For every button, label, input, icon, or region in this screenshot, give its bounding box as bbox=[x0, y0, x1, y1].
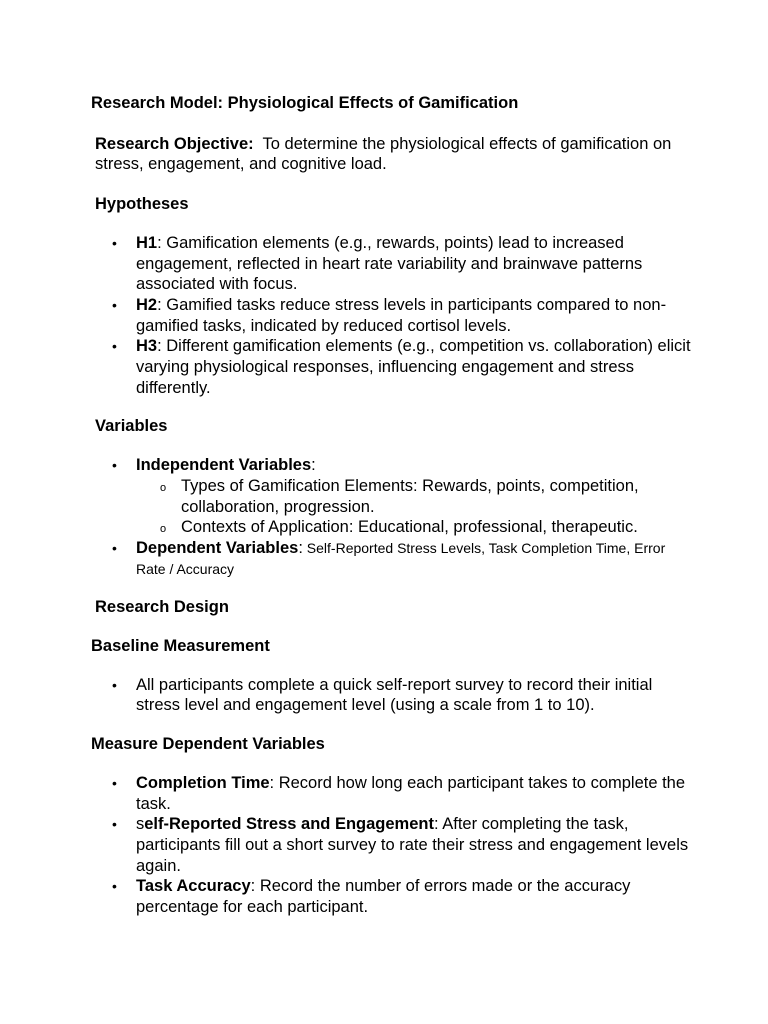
measure-item bbox=[91, 876, 691, 917]
dependent-variables-label: Dependent Variables bbox=[136, 538, 299, 557]
independent-variable-subitem bbox=[136, 517, 691, 538]
sub-bullet-icon: o bbox=[160, 523, 167, 536]
measure-text: : Record how long each participant takes to complete the task. bbox=[136, 773, 686, 813]
bullet-icon: • bbox=[112, 676, 117, 693]
hypothesis-item bbox=[91, 336, 691, 398]
dependent-variables-suffix: : bbox=[298, 538, 303, 557]
measure-list bbox=[91, 773, 691, 918]
independent-variables-suffix: : bbox=[311, 456, 316, 475]
bullet-icon: • bbox=[112, 774, 117, 791]
hypothesis-label: H3 bbox=[136, 337, 158, 356]
independent-variables-label: Independent Variables bbox=[136, 456, 312, 475]
hypothesis-item bbox=[91, 295, 691, 336]
measure-text: : Record the number of errors made or the accuracy percentage for each participant. bbox=[136, 877, 631, 917]
bullet-icon: • bbox=[112, 878, 117, 895]
hypotheses-list bbox=[91, 233, 691, 399]
document-page bbox=[91, 93, 691, 936]
dependent-variables-text: Self-Reported Stress Levels, Task Completion Time, Error Rate / Accuracy bbox=[136, 539, 666, 577]
document-title: Research Model: Physiological Effects of Gamification bbox=[91, 94, 519, 112]
measure-prefix: s bbox=[136, 815, 145, 834]
bullet-icon: • bbox=[112, 296, 117, 313]
measure-label: Task Accuracy bbox=[136, 877, 251, 896]
baseline-list bbox=[91, 675, 691, 716]
independent-variables-sublist bbox=[136, 476, 691, 538]
independent-variables-item bbox=[91, 455, 691, 538]
hypothesis-text: : Gamified tasks reduce stress levels in participants compared to non-gamified tasks, indicated by reduced cortisol levels. bbox=[136, 295, 667, 335]
baseline-text: All participants complete a quick self-report survey to record their initial stress level and engagement level (using a scale from 1 to 10). bbox=[136, 675, 653, 715]
baseline-heading: Baseline Measurement bbox=[91, 637, 270, 656]
subitem-text: Types of Gamification Elements: Rewards, points, competition, collaboration, progression. bbox=[181, 476, 639, 516]
variables-heading: Variables bbox=[95, 417, 168, 436]
baseline-item bbox=[91, 675, 691, 716]
variables-list bbox=[91, 455, 691, 579]
research-objective bbox=[91, 134, 691, 175]
bullet-icon: • bbox=[112, 457, 117, 474]
hypotheses-heading: Hypotheses bbox=[95, 195, 189, 214]
bullet-icon: • bbox=[112, 539, 117, 556]
hypothesis-item bbox=[91, 233, 691, 295]
measure-item bbox=[91, 773, 691, 814]
bullet-icon: • bbox=[112, 816, 117, 833]
sub-bullet-icon: o bbox=[160, 481, 167, 494]
independent-variable-subitem bbox=[136, 476, 691, 517]
research-design-heading: Research Design bbox=[95, 598, 229, 617]
hypothesis-label: H2 bbox=[136, 295, 158, 314]
bullet-icon: • bbox=[112, 338, 117, 355]
research-objective-text: To determine the physiological effects of gamification on stress, engagement, and cognitive load. bbox=[95, 134, 672, 174]
measure-text: : After completing the task, participants fill out a short survey to rate their stress and engagement levels again. bbox=[136, 815, 689, 875]
measure-heading: Measure Dependent Variables bbox=[91, 735, 325, 754]
dependent-variables-item bbox=[91, 538, 691, 579]
hypothesis-text: : Different gamification elements (e.g., competition vs. collaboration) elicit varying physiological responses, influencing engagement and stress differently. bbox=[136, 337, 691, 397]
research-objective-label: Research Objective: bbox=[95, 134, 254, 153]
measure-label: Completion Time bbox=[136, 773, 270, 792]
measure-item bbox=[91, 814, 691, 876]
hypothesis-text: : Gamification elements (e.g., rewards, points) lead to increased engagement, reflected in heart rate variability and brainwave patterns associated with focus. bbox=[136, 233, 643, 294]
bullet-icon: • bbox=[112, 234, 117, 251]
measure-label: elf-Reported Stress and Engagement bbox=[144, 815, 434, 834]
subitem-text: Contexts of Application: Educational, professional, therapeutic. bbox=[181, 518, 638, 537]
hypothesis-label: H1 bbox=[136, 233, 158, 252]
